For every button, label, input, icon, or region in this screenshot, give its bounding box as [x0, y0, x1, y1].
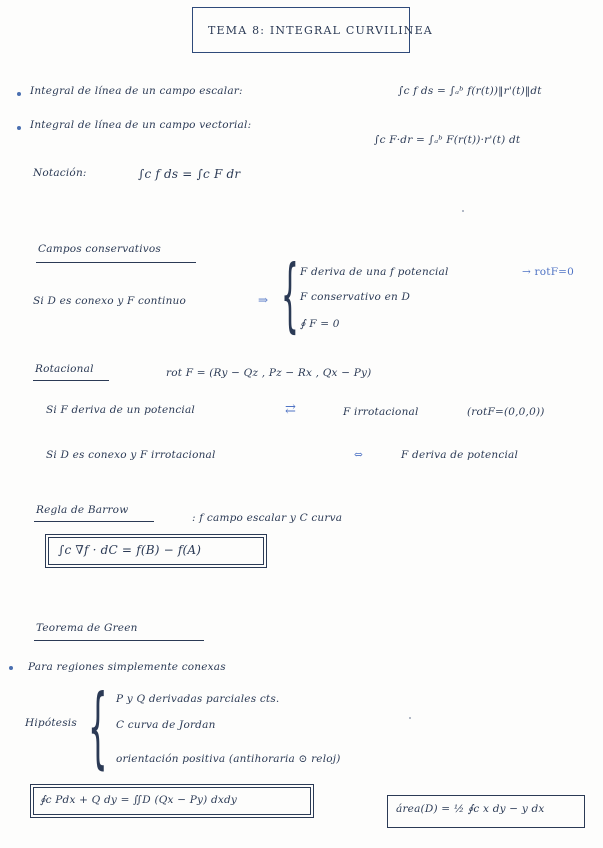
bullet-icon	[17, 92, 21, 96]
hypothesis-3: orientación positiva (antihoraria ⊙ reloj)	[116, 753, 341, 765]
line-vector-label: Integral de línea de un campo vectorial:	[30, 119, 252, 131]
heading-underline	[36, 262, 196, 263]
rotational-stmt2-left: Si D es conexo y F irrotacional	[46, 449, 216, 461]
heading-underline	[33, 380, 109, 381]
paper-speck	[462, 210, 464, 212]
hypothesis-2: C curva de Jordan	[116, 719, 216, 731]
line-scalar-formula: ∫c f ds = ∫ₐᵇ f(r(t))‖r'(t)‖dt	[398, 85, 542, 97]
bidirectional-arrow-icon: ⇄	[285, 402, 297, 417]
conservative-item-1: F deriva de una f potencial	[300, 266, 449, 278]
line-scalar-label: Integral de línea de un campo escalar:	[30, 85, 243, 97]
barrow-description: : f campo escalar y C curva	[192, 512, 343, 524]
conservative-item-2: F conservativo en D	[300, 291, 411, 303]
left-brace-icon: {	[281, 248, 299, 341]
rotational-heading: Rotacional	[35, 363, 94, 375]
conservative-condition: Si D es conexo y F continuo	[33, 295, 187, 307]
hypothesis-label: Hipótesis	[25, 717, 77, 729]
left-brace-icon: {	[88, 675, 108, 778]
green-formula: ∮c Pdx + Q dy = ∬D (Qx − Py) dxdy	[40, 794, 238, 806]
conservative-heading: Campos conservativos	[38, 243, 162, 255]
hypothesis-1: P y Q derivadas parciales cts.	[116, 693, 280, 705]
rotational-stmt1-note: (rotF=(0,0,0))	[467, 406, 545, 418]
page-title: TEMA 8: INTEGRAL CURVILINEA	[208, 24, 433, 37]
iff-arrow-icon: ⇔	[354, 449, 363, 461]
notation-label: Notación:	[33, 167, 87, 179]
heading-underline	[34, 640, 204, 641]
green-heading: Teorema de Green	[36, 622, 138, 634]
green-intro: Para regiones simplemente conexas	[28, 661, 226, 673]
rot-zero-arrow: → rotF=0	[522, 266, 575, 278]
paper-speck	[409, 717, 411, 719]
area-formula: área(D) = ½ ∮c x dy − y dx	[396, 803, 545, 815]
rotational-formula: rot F = (Ry − Qz , Pz − Rx , Qx − Py)	[166, 367, 372, 379]
line-vector-formula: ∫c F·dr = ∫ₐᵇ F(r(t))·r'(t) dt	[374, 134, 521, 146]
bullet-icon	[17, 126, 21, 130]
rotational-stmt1-right: F irrotacional	[343, 406, 419, 418]
rotational-stmt1-left: Si F deriva de un potencial	[46, 404, 195, 416]
notation-formula: ∫c f ds = ∫c F dr	[138, 167, 241, 181]
heading-underline	[34, 521, 154, 522]
rotational-stmt2-right: F deriva de potencial	[401, 449, 519, 461]
barrow-formula: ∫c ∇f · dC = f(B) − f(A)	[58, 543, 202, 557]
implies-arrow-icon: ⇒	[258, 293, 269, 307]
barrow-heading: Regla de Barrow	[36, 504, 129, 516]
conservative-item-3: ∮ F = 0	[300, 318, 340, 330]
bullet-icon	[9, 666, 13, 670]
